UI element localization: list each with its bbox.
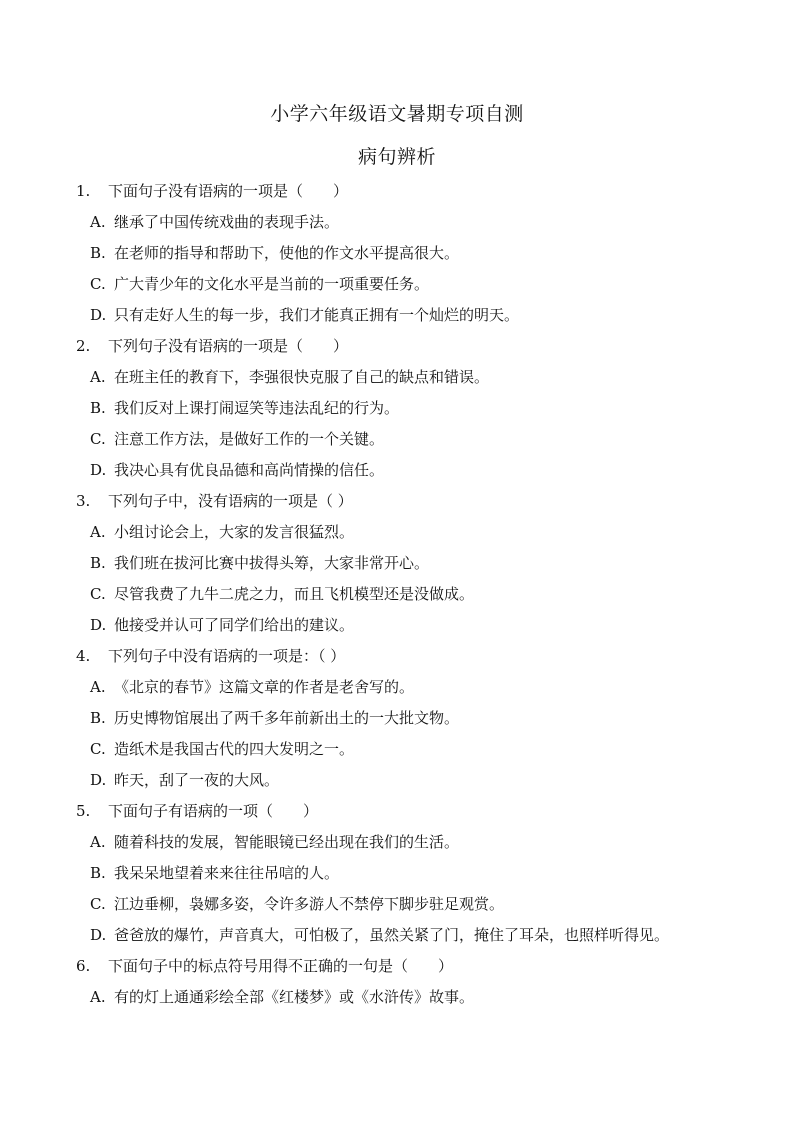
option-text: 只有走好人生的每一步，我们才能真正拥有一个灿烂的明天。 [114,306,520,324]
option-text: 我们反对上课打闹逗笑等违法乱纪的行为。 [114,399,400,417]
answer-option [76,517,736,548]
option-text: 在班主任的教育下，李强很快克服了自己的缺点和错误。 [114,368,490,386]
option-text: 随着科技的发展，智能眼镜已经出现在我们的生活。 [114,833,460,851]
answer-option [76,579,736,610]
answer-option [76,672,736,703]
question-stem [76,951,736,982]
option-letter: D. [90,771,107,789]
answer-option [76,300,736,331]
option-letter: A. [90,678,106,696]
answer-option [76,207,736,238]
option-letter: D. [90,461,107,479]
question-list [76,176,736,1013]
answer-option [76,548,736,579]
option-letter: B. [90,554,106,572]
option-text: 历史博物馆展出了两千多年前新出土的一大批文物。 [114,709,460,727]
answer-option [76,362,736,393]
answer-option [76,269,736,300]
answer-option [76,393,736,424]
answer-option [76,424,736,455]
option-letter: A. [90,368,106,386]
question-stem [76,331,736,362]
option-letter: A. [90,213,106,231]
answer-option [76,455,736,486]
option-text: 《北京的春节》这篇文章的作者是老舍写的。 [114,678,415,696]
document-title: 小学六年级语文暑期专项自测 [270,103,524,125]
option-letter: C. [90,585,106,603]
answer-option [76,703,736,734]
option-text: 爸爸放的爆竹，声音真大，可怕极了，虽然关紧了门，掩住了耳朵，也照样听得见。 [114,926,670,944]
option-letter: A. [90,988,106,1006]
option-text: 江边垂柳，袅娜多姿，令许多游人不禁停下脚步驻足观赏。 [114,895,505,913]
question-number: 2. [76,337,91,355]
option-text: 尽管我费了九牛二虎之力，而且飞机模型还是没做成。 [114,585,475,603]
option-letter: C. [90,275,106,293]
question-stem [76,641,736,672]
answer-option [76,765,736,796]
answer-option [76,889,736,920]
question-number: 1. [76,182,91,200]
option-letter: D. [90,616,107,634]
answer-option [76,920,736,951]
answer-option [76,858,736,889]
answer-option [76,827,736,858]
question-text: 下列句子中没有语病的一项是：（ ） [108,647,346,665]
option-text: 他接受并认可了同学们给出的建议。 [114,616,355,634]
answer-option [76,610,736,641]
option-text: 我呆呆地望着来来往往吊唁的人。 [114,864,340,882]
answer-option [76,238,736,269]
option-text: 我们班在拔河比赛中拔得头筹，大家非常开心。 [114,554,430,572]
option-text: 广大青少年的文化水平是当前的一项重要任务。 [114,275,430,293]
question-number: 3. [76,492,91,510]
question-text: 下面句子中的标点符号用得不正确的一句是（ ） [108,957,454,975]
option-letter: B. [90,399,106,417]
question-stem [76,176,736,207]
option-text: 我决心具有优良品德和高尚情操的信任。 [114,461,385,479]
option-text: 小组讨论会上，大家的发言很猛烈。 [114,523,355,541]
option-letter: C. [90,740,106,758]
option-text: 继承了中国传统戏曲的表现手法。 [114,213,340,231]
option-letter: C. [90,895,106,913]
question-number: 6. [76,957,91,975]
question-text: 下面句子有语病的一项（ ） [108,802,319,820]
option-letter: D. [90,926,107,944]
option-letter: A. [90,523,106,541]
option-letter: B. [90,244,106,262]
question-text: 下面句子没有语病的一项是（ ） [108,182,349,200]
option-letter: D. [90,306,107,324]
question-number: 4. [76,647,91,665]
option-letter: B. [90,864,106,882]
question-text: 下列句子没有语病的一项是（ ） [108,337,349,355]
option-text: 造纸术是我国古代的四大发明之一。 [114,740,355,758]
answer-option [76,734,736,765]
option-text: 注意工作方法，是做好工作的一个关键。 [114,430,385,448]
option-letter: A. [90,833,106,851]
option-text: 昨天，刮了一夜的大风。 [114,771,280,789]
option-text: 有的灯上通通彩绘全部《红楼梦》或《水浒传》故事。 [114,988,475,1006]
option-letter: C. [90,430,106,448]
question-number: 5. [76,802,91,820]
question-text: 下列句子中，没有语病的一项是（ ） [108,492,353,510]
option-letter: B. [90,709,106,727]
question-stem [76,796,736,827]
answer-option [76,982,736,1013]
option-text: 在老师的指导和帮助下，使他的作文水平提高很大。 [114,244,460,262]
question-stem [76,486,736,517]
document-subtitle: 病句辨析 [357,146,436,168]
